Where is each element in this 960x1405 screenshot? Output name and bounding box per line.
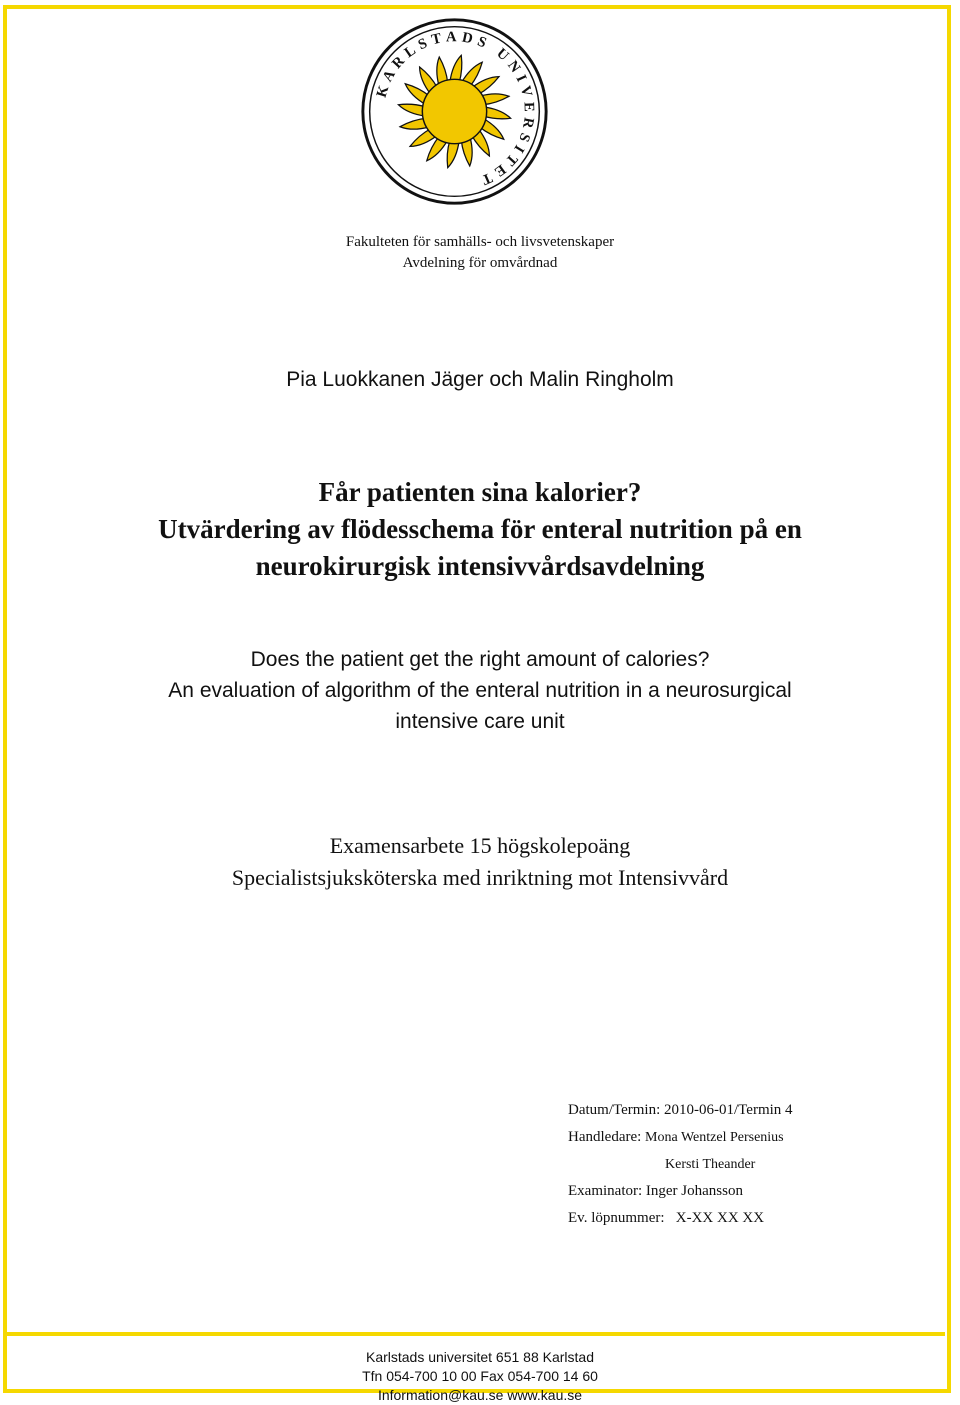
title-en-line: intensive care unit	[395, 710, 565, 733]
supervisor-name: Kersti Theander	[665, 1157, 756, 1172]
examiner-label: Examinator:	[568, 1183, 643, 1199]
examiner-value: Inger Johansson	[645, 1183, 743, 1199]
title-sv-line: Utvärdering av flödesschema för enteral nutrition på en	[158, 514, 802, 544]
title-en-line: Does the patient get the right amount of calories?	[250, 648, 710, 671]
faculty-block	[0, 232, 960, 274]
sun-ray	[447, 140, 459, 167]
thesis-metadata	[568, 1097, 793, 1232]
supervisor-label: Handledare:	[568, 1129, 642, 1145]
title-english	[0, 644, 960, 737]
faculty-name: Fakulteten för samhälls- och livsvetenskaper	[345, 234, 615, 250]
title-swedish	[0, 474, 960, 585]
degree-program: Specialistsjuksköterska med inriktning mot Intensivvård	[231, 865, 729, 890]
title-sv-line: Får patienten sina kalorier?	[318, 477, 642, 507]
department-name: Avdelning för omvårdnad	[402, 255, 558, 271]
sun-ray	[450, 55, 462, 82]
degree-info	[0, 830, 960, 894]
title-en-line: An evaluation of algorithm of the enteral nutrition in a neurosurgical	[168, 679, 792, 702]
degree-credits: Examensarbete 15 högskolepoäng	[329, 833, 631, 858]
footer-address: Karlstads universitet 651 88 Karlstad	[365, 1349, 594, 1365]
sun-ray	[483, 107, 510, 119]
footer	[0, 1348, 960, 1405]
university-logo	[357, 14, 552, 209]
footer-phone: Tfn 054-700 10 00 Fax 054-700 14 60	[362, 1368, 598, 1384]
serial-label: Ev. löpnummer:	[568, 1210, 665, 1226]
logo-ring-text: KARLSTADS UNIVERSITET	[373, 29, 537, 190]
footer-divider	[5, 1332, 945, 1336]
sun-ray	[398, 104, 425, 116]
title-sv-line: neurokirurgisk intensivvårdsavdelning	[255, 551, 705, 581]
supervisor-name: Mona Wentzel Persenius	[645, 1130, 784, 1145]
date-label: Datum/Termin:	[568, 1102, 661, 1118]
date-value: 2010-06-01/Termin 4	[664, 1102, 793, 1118]
footer-contact: Information@kau.se www.kau.se	[377, 1387, 583, 1403]
serial-value: X-XX XX XX	[675, 1210, 765, 1226]
authors: Pia Luokkanen Jäger och Malin Ringholm	[286, 368, 674, 391]
